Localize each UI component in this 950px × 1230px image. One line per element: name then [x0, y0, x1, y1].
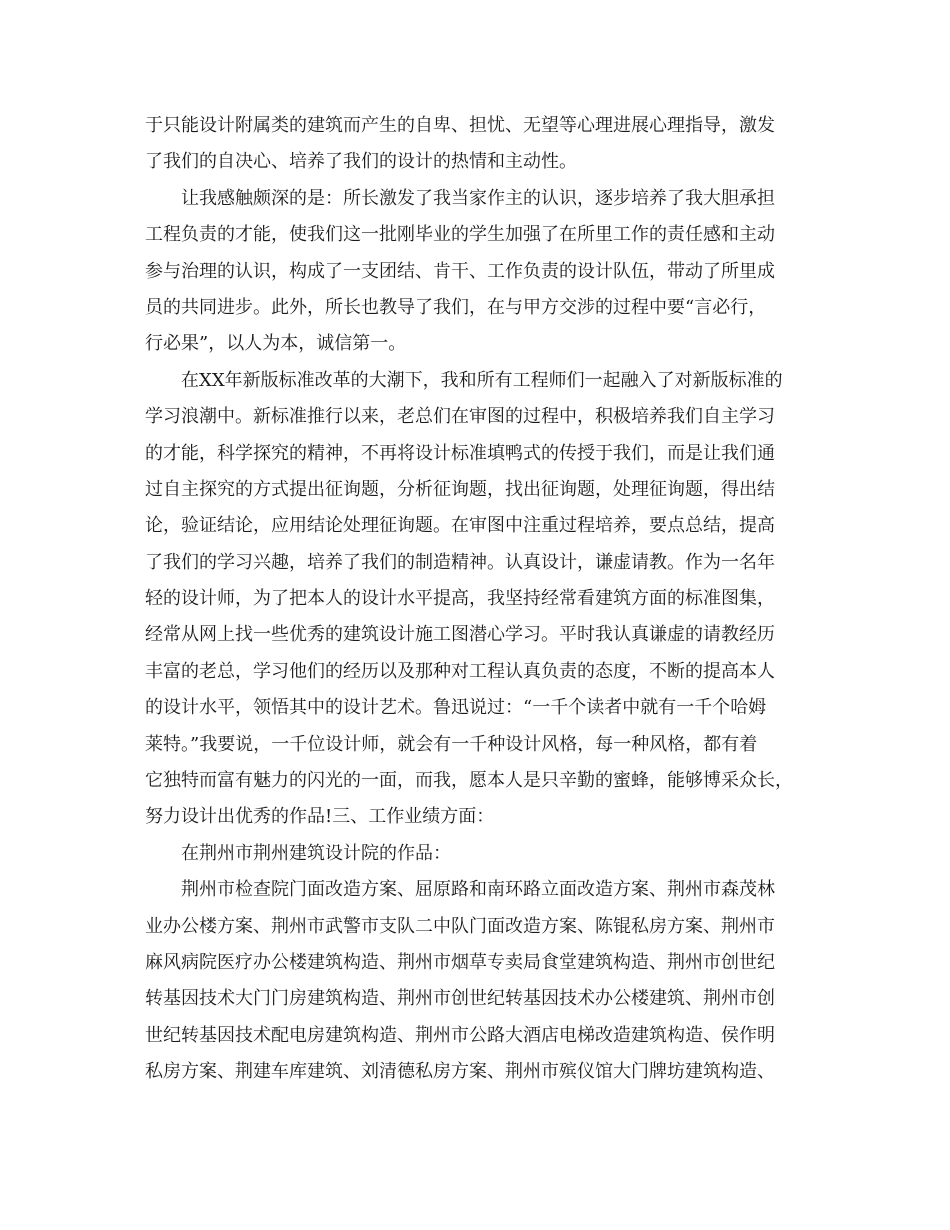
text-line: 经常从网上找一些优秀的建筑设计施工图潜心学习。平时我认真谦虚的请教经历 — [145, 624, 775, 646]
text-line: 工程负责的才能，使我们这一批刚毕业的学生加强了在所里工作的责任感和主动 — [145, 224, 775, 246]
text-line: 行必果”，以人为本，诚信第一。 — [145, 333, 407, 355]
text-line: 丰富的老总，学习他们的经历以及那种对工程认真负责的态度，不断的提高本人 — [145, 660, 775, 682]
text-line: 在XX年新版标准改革的大潮下，我和所有工程师们一起融入了对新版标准的 — [181, 369, 783, 391]
text-line: 于只能设计附属类的建筑而产生的自卑、担忧、无望等心理进展心理指导，激发 — [145, 115, 775, 136]
text-line: 参与治理的认识，构成了一支团结、肯干、工作负责的设计队伍，带动了所里成 — [145, 260, 775, 282]
text-line: 的才能，科学探究的精神，不再将设计标准填鸭式的传授于我们，而是让我们通 — [145, 442, 775, 464]
text-line: 论，验证结论，应用结论处理征询题。在审图中注重过程培养，要点总结，提高 — [145, 515, 775, 537]
body-text — [145, 108, 815, 1091]
text-line: 学习浪潮中。新标准推行以来，老总们在审图的过程中，积极培养我们自主学习 — [145, 406, 775, 428]
text-line: 轻的设计师，为了把本人的设计水平提高，我坚持经常看建筑方面的标准图集， — [145, 588, 775, 610]
text-line: 莱特。”我要说，一千位设计师，就会有一千种设计风格，每一种风格，都有着 — [145, 733, 758, 755]
text-line: 私房方案、荆建车库建筑、刘清德私房方案、荆州市殡仪馆大门牌坊建筑构造、 — [145, 1061, 775, 1083]
text-line: 员的共同进步。此外，所长也教导了我们，在与甲方交涉的过程中要“言必行， — [145, 296, 767, 318]
text-line: 过自主探究的方式提出征询题，分析征询题，找出征询题，处理征询题，得出结 — [145, 478, 775, 500]
text-line: 了我们的学习兴趣，培养了我们的制造精神。认真设计，谦虚请教。作为一名年 — [145, 551, 775, 573]
text-line: 业办公楼方案、荆州市武警市支队二中队门面改造方案、陈锟私房方案、荆州市 — [145, 915, 775, 937]
text-line: 让我感触颇深的是：所长激发了我当家作主的认识，逐步培养了我大胆承担 — [181, 187, 775, 209]
text-line: 荆州市检查院门面改造方案、屈原路和南环路立面改造方案、荆州市森茂林 — [181, 879, 775, 901]
text-line: 努力设计出优秀的作品!三、工作业绩方面： — [145, 806, 495, 828]
text-line: 了我们的自决心、培养了我们的设计的热情和主动性。 — [145, 151, 577, 173]
text-line: 的设计水平，领悟其中的设计艺术。鲁迅说过：“一千个读者中就有一千个哈姆 — [145, 697, 767, 719]
text-line: 麻风病院医疗办公楼建筑构造、荆州市烟草专卖局食堂建筑构造、荆州市创世纪 — [145, 951, 775, 973]
text-line: 转基因技术大门门房建筑构造、荆州市创世纪转基因技术办公楼建筑、荆州市创 — [145, 988, 775, 1010]
text-line: 它独特而富有魅力的闪光的一面，而我，愿本人是只辛勤的蜜蜂，能够博采众长， — [145, 770, 793, 792]
text-line: 在荆州市荆州建筑设计院的作品： — [181, 842, 451, 864]
text-line: 世纪转基因技术配电房建筑构造、荆州市公路大酒店电梯改造建筑构造、侯作明 — [145, 1024, 775, 1046]
